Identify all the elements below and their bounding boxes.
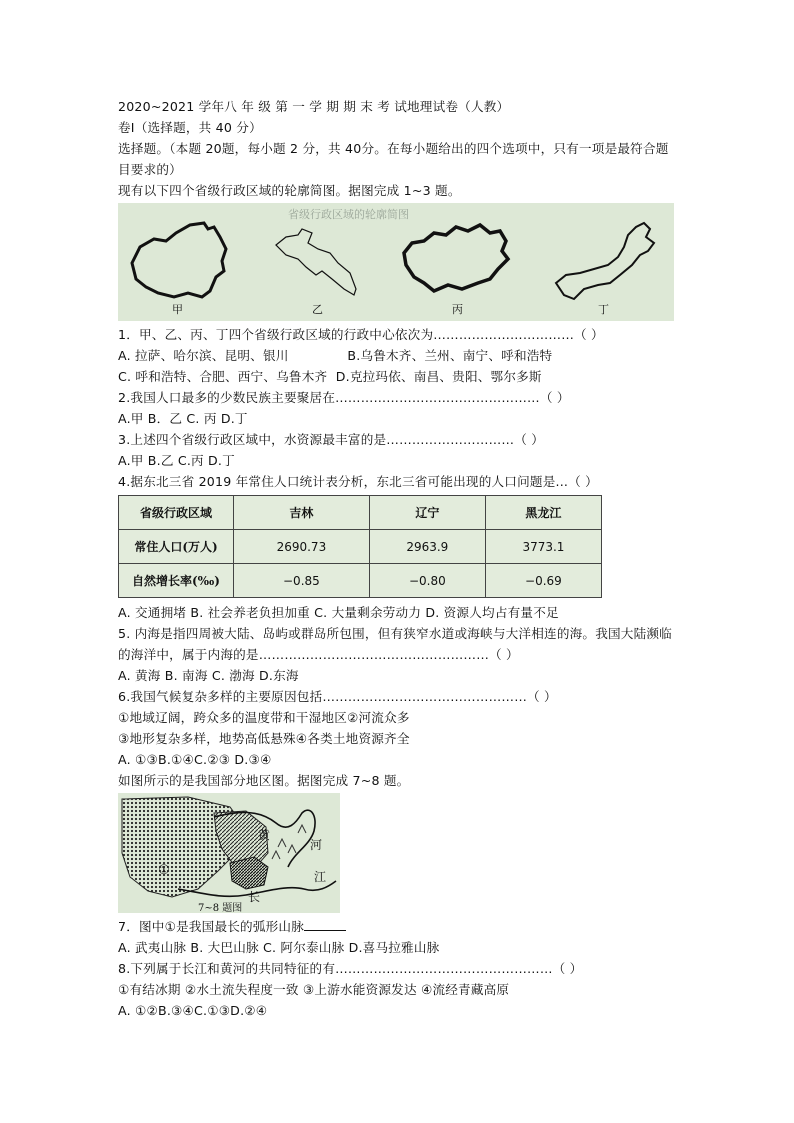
question-5-stem: 5. 内海是指四周被大陆、岛屿或群岛所包围，但有狭窄水道或海峡与大洋相连的海。我国大陆濒临的海洋中，属于内海的是………………………………………………（ ）: [118, 626, 672, 662]
label-bing: 丙: [452, 303, 463, 316]
question-5-options: A. 黄海 B. 南海 C. 渤海 D.东海: [118, 668, 299, 683]
table-cell: −0.85: [234, 564, 370, 598]
table-cell: 2963.9: [369, 530, 485, 564]
faint-caption: 省级行政区域的轮廓简图: [288, 208, 409, 221]
table-header-cell: 省级行政区域: [119, 496, 234, 530]
regional-map-figure: [118, 793, 340, 913]
outline-bing: [404, 225, 508, 291]
question-4-options: A. 交通拥堵 B. 社会养老负担加重 C. 大量剩余劳动力 D. 资源人均占有量不足: [118, 605, 559, 620]
question-1-options-ab: A. 拉萨、哈尔滨、昆明、银川 B.乌鲁木齐、兰州、南宁、呼和浩特: [118, 348, 553, 363]
dense-hatched-region: [230, 857, 268, 889]
label-yi: 乙: [312, 303, 323, 316]
province-outline-svg: [118, 203, 674, 321]
question-6-stem: 6.我国气候复杂多样的主要原因包括…………………………………………（ ）: [118, 689, 557, 704]
label-chang: 长: [248, 890, 261, 904]
outline-yi: [276, 229, 356, 295]
answer-blank: [304, 918, 346, 931]
question-1-options-cd: C. 呼和浩特、合肥、西宁、乌鲁木齐 D.克拉玛依、南昌、贵阳、鄂尔多斯: [118, 369, 542, 384]
question-7-stem: 7．图中①是我国最长的弧形山脉: [118, 919, 305, 934]
section-label: 卷Ⅰ（选择题，共 40 分）: [118, 120, 262, 135]
population-table: [118, 495, 602, 598]
question-6-options: A. ①③B.①④C.②③ D.③④: [118, 752, 272, 767]
table-row: [119, 530, 602, 564]
question-3-stem: 3.上述四个省级行政区域中，水资源最丰富的是…………………………（ ）: [118, 432, 545, 447]
label-jiang: 江: [314, 870, 327, 884]
question-8-options: A. ①②B.③④C.①③D.②④: [118, 1003, 268, 1018]
table-cell: −0.69: [485, 564, 601, 598]
outline-jia: [132, 223, 226, 297]
outline-ding: [556, 223, 654, 299]
province-outline-figure: [118, 203, 674, 321]
regional-map-svg: [118, 793, 340, 913]
table-header-cell: 辽宁: [369, 496, 485, 530]
exam-title: 2020~2021 学年八 年 级 第 一 学 期 期 末 考 试地理试卷（人教）: [118, 99, 510, 114]
table-header-row: [119, 496, 602, 530]
label-jia: 甲: [172, 303, 183, 316]
mountain-symbols: [272, 825, 306, 859]
intro-7-8: 如图所示的是我国部分地区图。据图完成 7~8 题。: [118, 773, 410, 788]
label-huang: 黄: [258, 828, 271, 842]
question-2-options: A.甲 B．乙 C. 丙 D.丁: [118, 411, 248, 426]
question-8-items: ①有结冰期 ②水土流失程度一致 ③上游水能资源发达 ④流经青藏高原: [118, 982, 510, 997]
label-he: 河: [310, 838, 323, 852]
question-1-stem: 1．甲、乙、丙、丁四个省级行政区域的行政中心依次为……………………………（ ）: [118, 327, 604, 342]
table-row-label: 自然增长率(‰): [119, 564, 234, 598]
map-caption: 7~8 题图: [198, 903, 243, 913]
instructions: 选择题。（本题 20题，每小题 2 分，共 40分。在每小题给出的四个选项中，只有一项是最符合题目要求的）: [118, 141, 669, 177]
question-6-item-2: ③地形复杂多样，地势高低悬殊④各类土地资源齐全: [118, 731, 410, 746]
table-row-label: 常住人口(万人): [119, 530, 234, 564]
question-7-stem-line: [118, 916, 678, 937]
table-cell: 3773.1: [485, 530, 601, 564]
table-header-cell: 黑龙江: [485, 496, 601, 530]
table-cell: 2690.73: [234, 530, 370, 564]
table-header-cell: 吉林: [234, 496, 370, 530]
question-6-item-1: ①地域辽阔，跨众多的温度带和干湿地区②河流众多: [118, 710, 410, 725]
question-4-stem: 4.据东北三省 2019 年常住人口统计表分析，东北三省可能出现的人口问题是...（ ）: [118, 474, 598, 489]
exam-page: [118, 96, 678, 1021]
question-3-options: A.甲 B.乙 C.丙 D.丁: [118, 453, 235, 468]
table-row: [119, 564, 602, 598]
question-7-options: A. 武夷山脉 B. 大巴山脉 C. 阿尔泰山脉 D.喜马拉雅山脉: [118, 940, 440, 955]
question-2-stem: 2.我国人口最多的少数民族主要聚居在…………………………………………（ ）: [118, 390, 570, 405]
label-circle-1: ①: [158, 863, 170, 878]
question-8-stem: 8.下列属于长江和黄河的共同特征的有……………………………………………（ ）: [118, 961, 583, 976]
intro-1-3: 现有以下四个省级行政区域的轮廓简图。据图完成 1~3 题。: [118, 183, 461, 198]
table-cell: −0.80: [369, 564, 485, 598]
label-ding: 丁: [598, 303, 609, 316]
